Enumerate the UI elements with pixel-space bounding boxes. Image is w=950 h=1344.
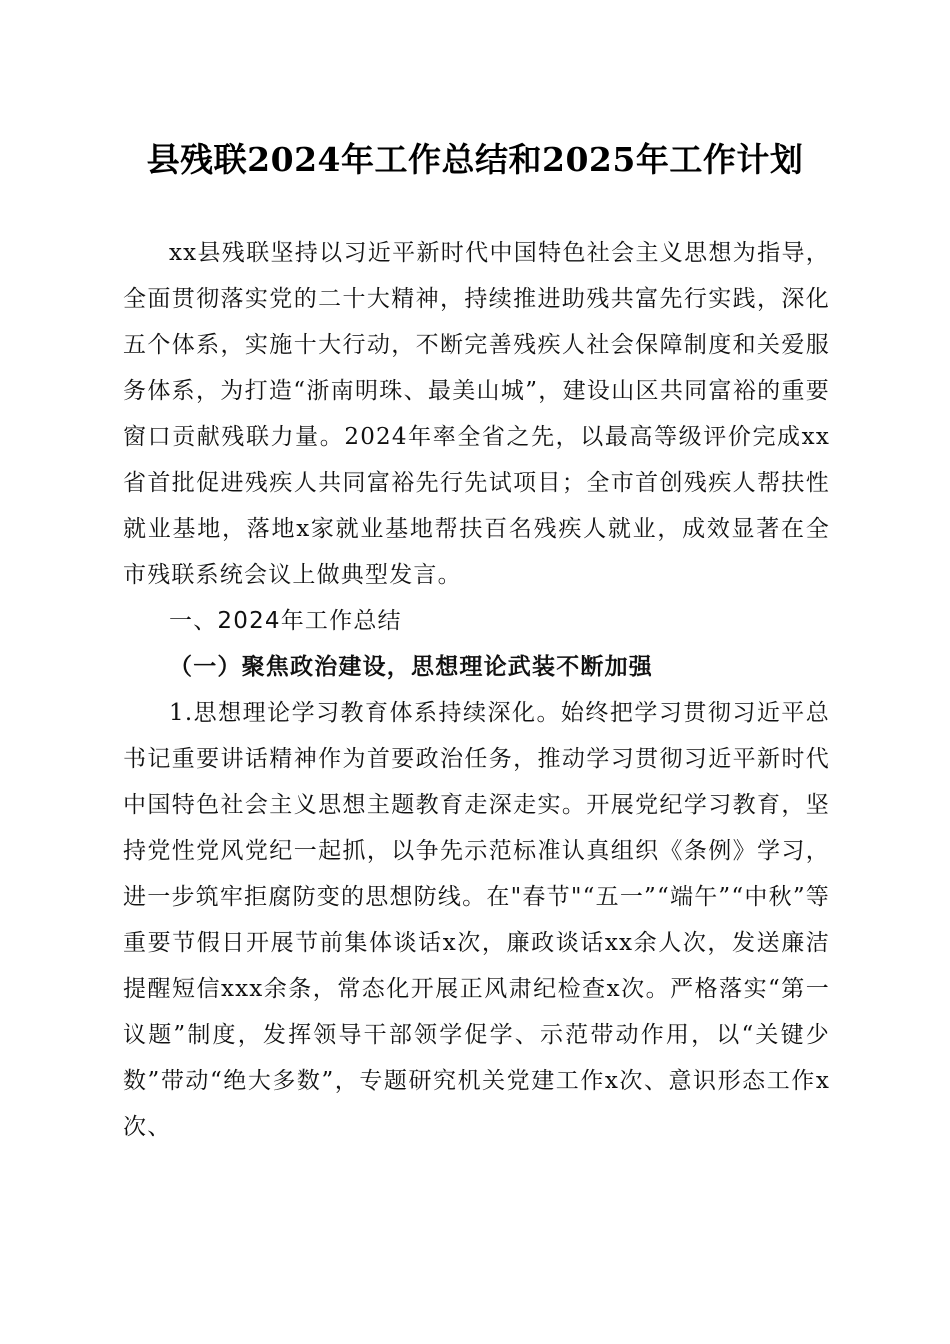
document-body <box>123 230 830 1150</box>
subsection-heading: （一）聚焦政治建设，思想理论武装不断加强 <box>169 653 653 680</box>
intro-paragraph: xx县残联坚持以习近平新时代中国特色社会主义思想为指导，全面贯彻落实党的二十大精神，持续推进助残共富先行实践，深化五个体系，实施十大行动，不断完善残疾人社会保障制度和关爱服务体系，为打造“浙南明珠、最美山城”，建设山区共同富裕的重要窗口贡献残联力量。2024年率全省之先，以最高等级评价完成xx省首批促进残疾人共同富裕先行先试项目；全市首创残疾人帮扶性就业基地，落地x家就业基地帮扶百名残疾人就业，成效显著在全市残联系统会议上做典型发言。 <box>123 240 830 588</box>
page-title: 县残联2024年工作总结和2025年工作计划 <box>146 140 804 179</box>
section-heading: 一、2024年工作总结 <box>169 608 402 634</box>
item-paragraph: 1.思想理论学习教育体系持续深化。始终把学习贯彻习近平总书记重要讲话精神作为首要政治任务，推动学习贯彻习近平新时代中国特色社会主义思想主题教育走深走实。开展党纪学习教育，坚持党性党风党纪一起抓，以争先示范标准认真组织《条例》学习，进一步筑牢拒腐防变的思想防线。在"春节"“五一”“端午”“中秋”等重要节假日开展节前集体谈话x次，廉政谈话xx余人次，发送廉洁提醒短信xxx余条，常态化开展正风肃纪检查x次。严格落实“第一议题”制度，发挥领导干部领学促学、示范带动作用，以“关键少数”带动“绝大多数”，专题研究机关党建工作x次、意识形态工作x次、 <box>123 700 830 1140</box>
